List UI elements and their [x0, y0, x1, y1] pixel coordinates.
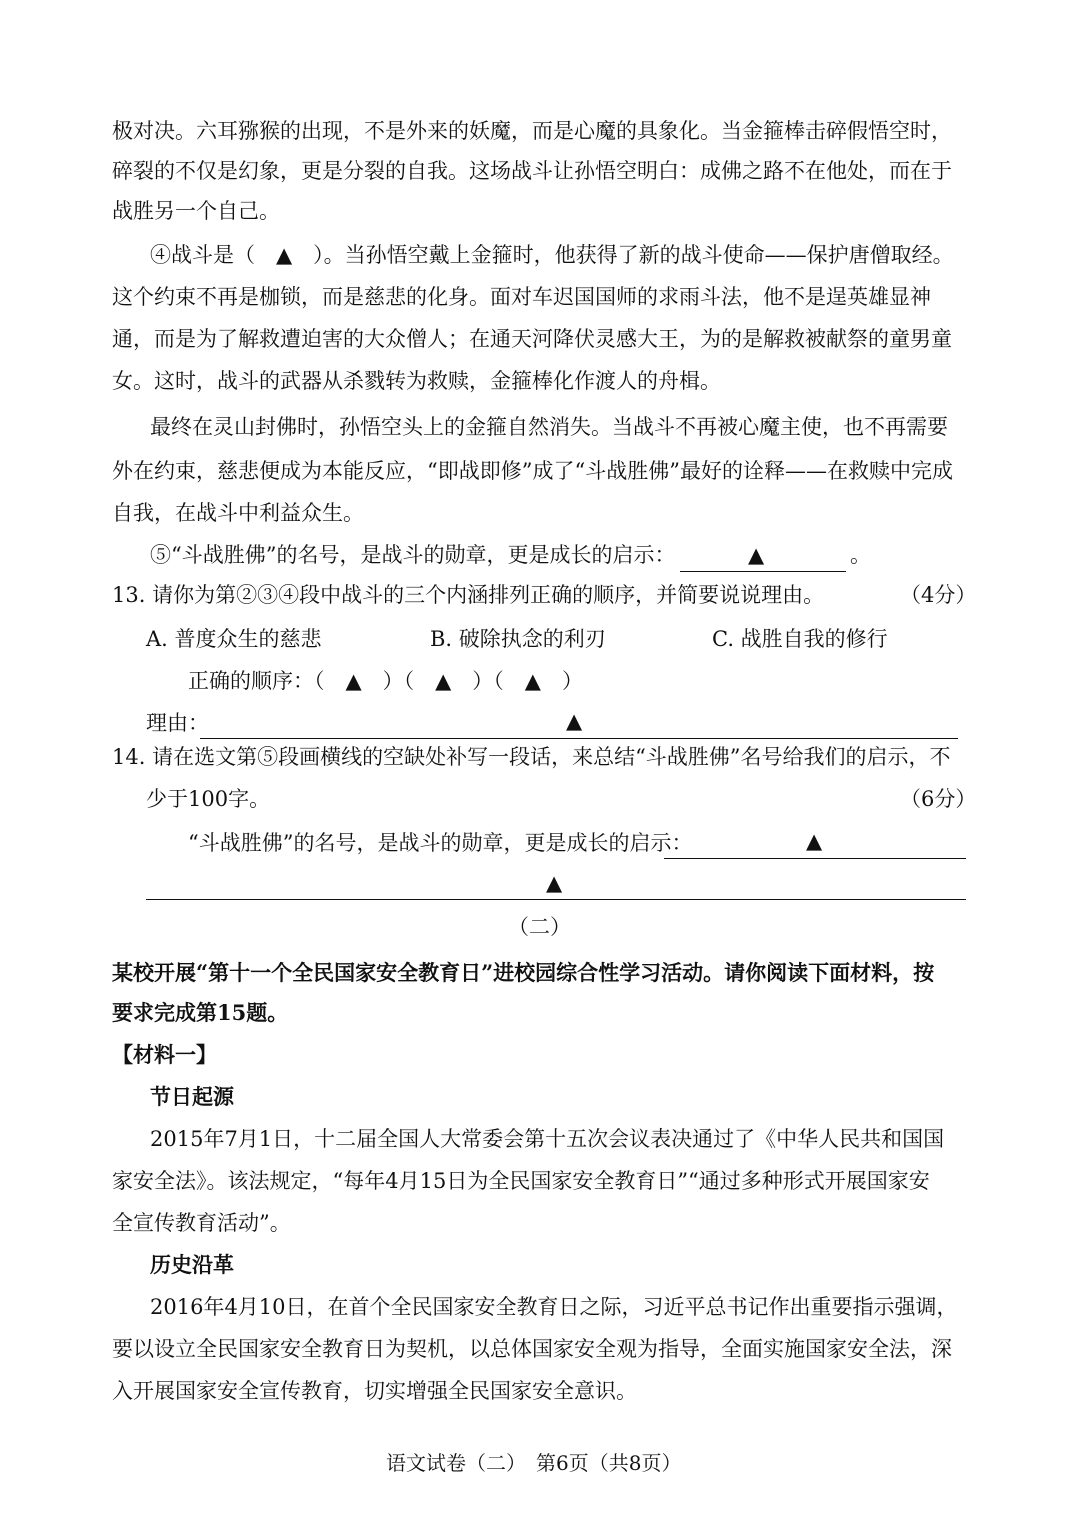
body-line: ④战斗是（ ▲ ）。当孙悟空戴上金箍时，他获得了新的战斗使命——保护唐僧取经。	[150, 243, 954, 267]
body-line: 2016年4月10日，在首个全民国家安全教育日之际，习近平总书记作出重要指示强调，	[150, 1295, 958, 1319]
q13-score: （4分）	[900, 583, 977, 607]
body-line: 通，而是为了解救遭迫害的大众僧人；在通天河降伏灵感大王，为的是解救被献祭的童男童	[112, 327, 952, 351]
body-line: 外在约束，慈悲便成为本能反应，“即战即修”成了“斗战胜佛”最好的诠释——在救赎中完成	[112, 459, 953, 483]
q14-score: （6分）	[900, 787, 977, 811]
body-line: 这个约束不再是枷锁，而是慈悲的化身。面对车迟国国师的求雨斗法，他不是逞英雄显神	[112, 285, 931, 309]
body-line: 极对决。六耳猕猴的出现，不是外来的妖魔，而是心魔的具象化。当金箍棒击碎假悟空时，	[112, 119, 952, 143]
q13-text: 13. 请你为第②③④段中战斗的三个内涵排列正确的顺序，并简要说说理由。	[112, 583, 825, 607]
section-heading: （二）	[508, 915, 571, 939]
q14-blank-1	[664, 858, 966, 859]
q13-option-c: C. 战胜自我的修行	[712, 627, 888, 651]
para5-suffix: 。	[850, 543, 871, 567]
para5-blank	[680, 571, 846, 572]
body-line: 家安全法》。该法规定，“每年4月15日为全民国家安全教育日”“通过多种形式开展国家安	[112, 1169, 930, 1193]
para5-prefix: ⑤“斗战胜佛”的名号，是战斗的勋章，更是成长的启示：	[150, 543, 676, 567]
answer-marker: ▲	[566, 709, 583, 733]
answer-marker: ▲	[546, 871, 563, 895]
answer-marker: ▲	[806, 829, 823, 853]
body-line: 入开展国家安全宣传教育，切实增强全民国家安全意识。	[112, 1379, 637, 1403]
body-line: 女。这时，战斗的武器从杀戮转为救赎，金箍棒化作渡人的舟楫。	[112, 369, 721, 393]
intro-line: 某校开展“第十一个全民国家安全教育日”进校园综合性学习活动。请你阅读下面材料，按	[112, 960, 935, 985]
q14-text: 14. 请在选文第⑤段画横线的空缺处补写一段话，来总结“斗战胜佛”名号给我们的启示，不	[112, 745, 951, 769]
intro-line: 要求完成第15题。	[112, 1000, 289, 1025]
body-line: 碎裂的不仅是幻象，更是分裂的自我。这场战斗让孙悟空明白：成佛之路不在他处，而在于	[112, 159, 952, 183]
body-line: 自我，在战斗中利益众生。	[112, 501, 364, 525]
subheading-history: 历史沿革	[150, 1252, 234, 1277]
body-line: 要以设立全民国家安全教育日为契机，以总体国家安全观为指导，全面实施国家安全法，深	[112, 1337, 952, 1361]
material-heading: 【材料一】	[112, 1042, 217, 1067]
q14-answer-prefix: “斗战胜佛”的名号，是战斗的勋章，更是成长的启示：	[188, 831, 693, 855]
q14-text: 少于100字。	[146, 787, 271, 811]
q13-reason-label: 理由：	[146, 711, 209, 735]
subheading-origin: 节日起源	[150, 1084, 234, 1109]
answer-marker: ▲	[748, 543, 765, 567]
page-footer: 语文试卷（二） 第6页（共8页）	[386, 1451, 682, 1475]
q13-option-a: A. 普度众生的慈悲	[146, 627, 322, 651]
body-line: 2015年7月1日，十二届全国人大常委会第十五次会议表决通过了《中华人民共和国国	[150, 1127, 945, 1151]
q13-reason-blank	[200, 738, 958, 739]
body-line: 全宣传教育活动”。	[112, 1211, 291, 1235]
body-line: 战胜另一个自己。	[112, 199, 280, 223]
q14-blank-2	[146, 899, 966, 900]
q13-order: 正确的顺序：（ ▲ ）（ ▲ ）（ ▲ ）	[188, 669, 583, 693]
body-line: 最终在灵山封佛时，孙悟空头上的金箍自然消失。当战斗不再被心魔主使，也不再需要	[150, 415, 948, 439]
q13-option-b: B. 破除执念的利刃	[430, 627, 606, 651]
